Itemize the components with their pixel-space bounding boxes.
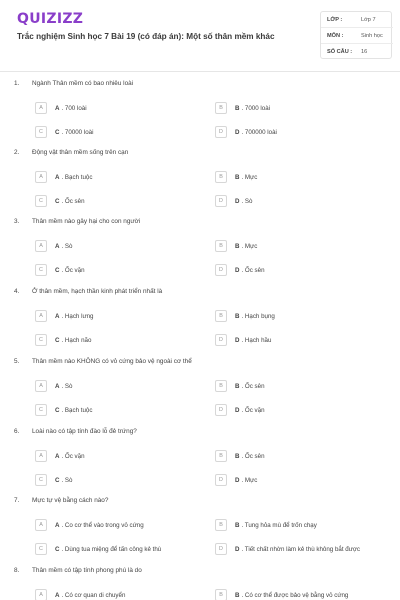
option-letter: B	[235, 452, 240, 460]
option-separator: .	[241, 266, 245, 274]
option-text: Bạch tuộc	[64, 173, 93, 181]
option-label	[55, 592, 125, 599]
question-number: 8.	[14, 567, 20, 574]
option-letter: A	[55, 312, 60, 320]
question-text: Thân mềm có tập tính phong phú là do	[32, 567, 142, 574]
option-text: Mực	[244, 242, 258, 250]
question-text: Thân mềm nào KHÔNG có vỏ cứng bảo vệ ngoài cơ thể	[32, 358, 192, 365]
question-text: Ngành Thân mềm có bao nhiêu loài	[32, 80, 134, 87]
option-letter: D	[235, 197, 240, 205]
option-letter: D	[235, 128, 240, 136]
meta-value: Lớp 7	[361, 17, 376, 23]
option-text: Sò	[244, 197, 253, 205]
option-letter: C	[55, 128, 60, 136]
option-text: Tiết chất nhờn làm kẻ thù không bắt được	[244, 545, 361, 553]
option-letter-box: C	[35, 334, 47, 346]
option-label	[55, 267, 85, 274]
option-separator: .	[241, 104, 245, 112]
question-item	[0, 218, 400, 288]
worksheet-header	[0, 0, 400, 72]
option-letter-box: C	[35, 195, 47, 207]
option-text: Ốc vặn	[64, 452, 85, 460]
option-text: Ốc sên	[244, 452, 265, 460]
meta-key: SỐ CÂU :	[327, 49, 353, 55]
option-letter-box: C	[35, 543, 47, 555]
option-separator: .	[241, 545, 245, 553]
option-letter: D	[235, 336, 240, 344]
option-letter-box: B	[215, 589, 227, 600]
option-text: Mực	[244, 476, 258, 484]
option-separator: .	[61, 476, 65, 484]
option-separator: .	[241, 242, 245, 250]
option-separator: .	[61, 406, 65, 414]
option-label	[235, 453, 265, 460]
option-label	[235, 129, 277, 136]
option-label	[235, 522, 317, 529]
option-letter-box: A	[35, 450, 47, 462]
option-text: Ốc sên	[64, 197, 85, 205]
option-text: Có cơ thể được bảo vệ bằng vỏ cứng	[244, 591, 349, 599]
question-item	[0, 358, 400, 428]
option-text: Mực	[244, 173, 258, 181]
question-number: 6.	[14, 428, 20, 435]
option-letter: B	[235, 173, 240, 181]
option-separator: .	[241, 128, 245, 136]
option-letter-box: B	[215, 102, 227, 114]
question-item	[0, 80, 400, 150]
option-separator: .	[241, 197, 245, 205]
option-letter: B	[235, 104, 240, 112]
option-text: 700 loài	[64, 104, 87, 112]
option-letter: D	[235, 476, 240, 484]
question-item	[0, 567, 400, 600]
option-separator: .	[61, 242, 65, 250]
option-letter: D	[235, 545, 240, 553]
option-label	[55, 407, 92, 414]
option-label	[55, 522, 144, 529]
option-label	[235, 267, 265, 274]
meta-value: Sinh học	[361, 33, 383, 39]
option-label	[235, 477, 257, 484]
option-separator: .	[61, 266, 65, 274]
option-label	[55, 313, 94, 320]
option-label	[235, 105, 270, 112]
option-separator: .	[241, 476, 245, 484]
option-text: Tung hỏa mù để trốn chạy	[244, 521, 317, 529]
option-text: 70000 loài	[64, 128, 94, 136]
option-label	[235, 243, 257, 250]
option-label	[55, 453, 85, 460]
option-separator: .	[241, 406, 245, 414]
option-letter: A	[55, 591, 60, 599]
question-text: Loài nào có tập tính đào lỗ đẻ trứng?	[32, 428, 137, 435]
option-text: Ốc sên	[244, 382, 265, 390]
option-label	[235, 546, 360, 553]
option-text: Dùng tua miệng để tấn công kẻ thù	[64, 545, 162, 553]
option-label	[55, 105, 87, 112]
option-text: Sò	[64, 476, 73, 484]
meta-row-count	[321, 44, 393, 60]
meta-info-box	[320, 11, 392, 59]
option-letter: A	[55, 521, 60, 529]
option-separator: .	[61, 545, 65, 553]
option-text: Co cơ thể vào trong vỏ cứng	[64, 521, 144, 529]
option-label	[55, 337, 91, 344]
question-text: Mực tự vệ bằng cách nào?	[32, 497, 109, 504]
question-text: Thân mềm nào gây hại cho con người	[32, 218, 141, 225]
option-letter: C	[55, 545, 60, 553]
option-text: Sò	[64, 242, 73, 250]
option-letter: C	[55, 336, 60, 344]
option-text: Ốc sên	[244, 266, 265, 274]
option-separator: .	[241, 382, 245, 390]
option-letter: A	[55, 452, 60, 460]
option-separator: .	[61, 128, 65, 136]
option-separator: .	[241, 173, 245, 181]
option-text: Ốc vặn	[244, 406, 265, 414]
meta-key: MÔN :	[327, 33, 344, 39]
option-text: Hạch hầu	[244, 336, 272, 344]
option-separator: .	[61, 312, 65, 320]
option-letter: C	[55, 197, 60, 205]
question-number: 4.	[14, 288, 20, 295]
option-separator: .	[61, 591, 65, 599]
meta-row-grade	[321, 12, 393, 28]
question-item	[0, 288, 400, 358]
option-letter: C	[55, 266, 60, 274]
option-label	[55, 383, 73, 390]
option-letter-box: C	[35, 474, 47, 486]
option-letter: B	[235, 312, 240, 320]
option-letter-box: A	[35, 102, 47, 114]
option-letter-box: A	[35, 519, 47, 531]
option-letter: B	[235, 242, 240, 250]
option-letter: B	[235, 382, 240, 390]
question-number: 7.	[14, 497, 20, 504]
option-separator: .	[61, 382, 65, 390]
option-letter-box: D	[215, 543, 227, 555]
option-separator: .	[241, 521, 245, 529]
option-letter: B	[235, 521, 240, 529]
option-letter-box: B	[215, 171, 227, 183]
option-letter-box: B	[215, 519, 227, 531]
option-label	[55, 477, 73, 484]
option-label	[55, 198, 85, 205]
option-letter-box: C	[35, 126, 47, 138]
option-letter: C	[55, 476, 60, 484]
option-label	[55, 546, 161, 553]
question-item	[0, 497, 400, 567]
option-label	[235, 313, 275, 320]
option-letter-box: C	[35, 404, 47, 416]
option-text: Hạch bụng	[244, 312, 275, 320]
option-letter-box: D	[215, 264, 227, 276]
question-number: 5.	[14, 358, 20, 365]
option-separator: .	[241, 452, 245, 460]
question-item	[0, 149, 400, 219]
question-number: 1.	[14, 80, 20, 87]
option-letter: A	[55, 104, 60, 112]
question-number: 3.	[14, 218, 20, 225]
option-separator: .	[61, 104, 65, 112]
option-letter: D	[235, 266, 240, 274]
option-letter-box: A	[35, 310, 47, 322]
option-separator: .	[61, 197, 65, 205]
option-letter: C	[55, 406, 60, 414]
option-label	[235, 337, 271, 344]
option-text: Bạch tuộc	[64, 406, 93, 414]
option-text: Ốc vặn	[64, 266, 85, 274]
option-separator: .	[241, 336, 245, 344]
option-letter-box: D	[215, 334, 227, 346]
option-separator: .	[61, 173, 65, 181]
question-text: Động vật thân mềm sống trên cạn	[32, 149, 129, 156]
quizizz-logo: QUIZIZZ	[17, 11, 84, 27]
option-letter: A	[55, 173, 60, 181]
option-letter-box: B	[215, 380, 227, 392]
option-letter: B	[235, 591, 240, 599]
option-letter-box: B	[215, 310, 227, 322]
option-letter-box: A	[35, 171, 47, 183]
option-letter: A	[55, 382, 60, 390]
question-number: 2.	[14, 149, 20, 156]
worksheet-title: Trắc nghiệm Sinh học 7 Bài 19 (có đáp án): Một số thân mềm khác	[17, 32, 275, 41]
option-label	[55, 174, 92, 181]
question-text: Ở thân mềm, hạch thần kinh phát triển nhất là	[32, 288, 163, 295]
option-text: 700000 loài	[244, 128, 277, 136]
option-label	[235, 198, 253, 205]
option-label	[55, 243, 73, 250]
option-separator: .	[241, 591, 245, 599]
option-text: Sò	[64, 382, 73, 390]
option-label	[235, 592, 348, 599]
option-letter-box: B	[215, 240, 227, 252]
option-letter-box: A	[35, 380, 47, 392]
option-letter-box: B	[215, 450, 227, 462]
option-text: Hạch não	[64, 336, 92, 344]
option-letter-box: A	[35, 240, 47, 252]
option-separator: .	[241, 312, 245, 320]
option-label	[235, 174, 257, 181]
option-separator: .	[61, 521, 65, 529]
meta-key: LỚP :	[327, 17, 343, 23]
option-separator: .	[61, 452, 65, 460]
option-letter: A	[55, 242, 60, 250]
option-label	[55, 129, 93, 136]
option-letter: D	[235, 406, 240, 414]
option-text: Hạch lưng	[64, 312, 94, 320]
option-label	[235, 383, 265, 390]
option-letter-box: D	[215, 126, 227, 138]
question-item	[0, 428, 400, 498]
option-separator: .	[61, 336, 65, 344]
option-text: Có cơ quan di chuyển	[64, 591, 126, 599]
option-letter-box: D	[215, 195, 227, 207]
option-letter-box: D	[215, 474, 227, 486]
meta-row-subject	[321, 28, 393, 44]
meta-value: 16	[361, 49, 368, 55]
option-letter-box: A	[35, 589, 47, 600]
option-letter-box: C	[35, 264, 47, 276]
option-text: 7000 loài	[244, 104, 271, 112]
option-letter-box: D	[215, 404, 227, 416]
option-label	[235, 407, 265, 414]
